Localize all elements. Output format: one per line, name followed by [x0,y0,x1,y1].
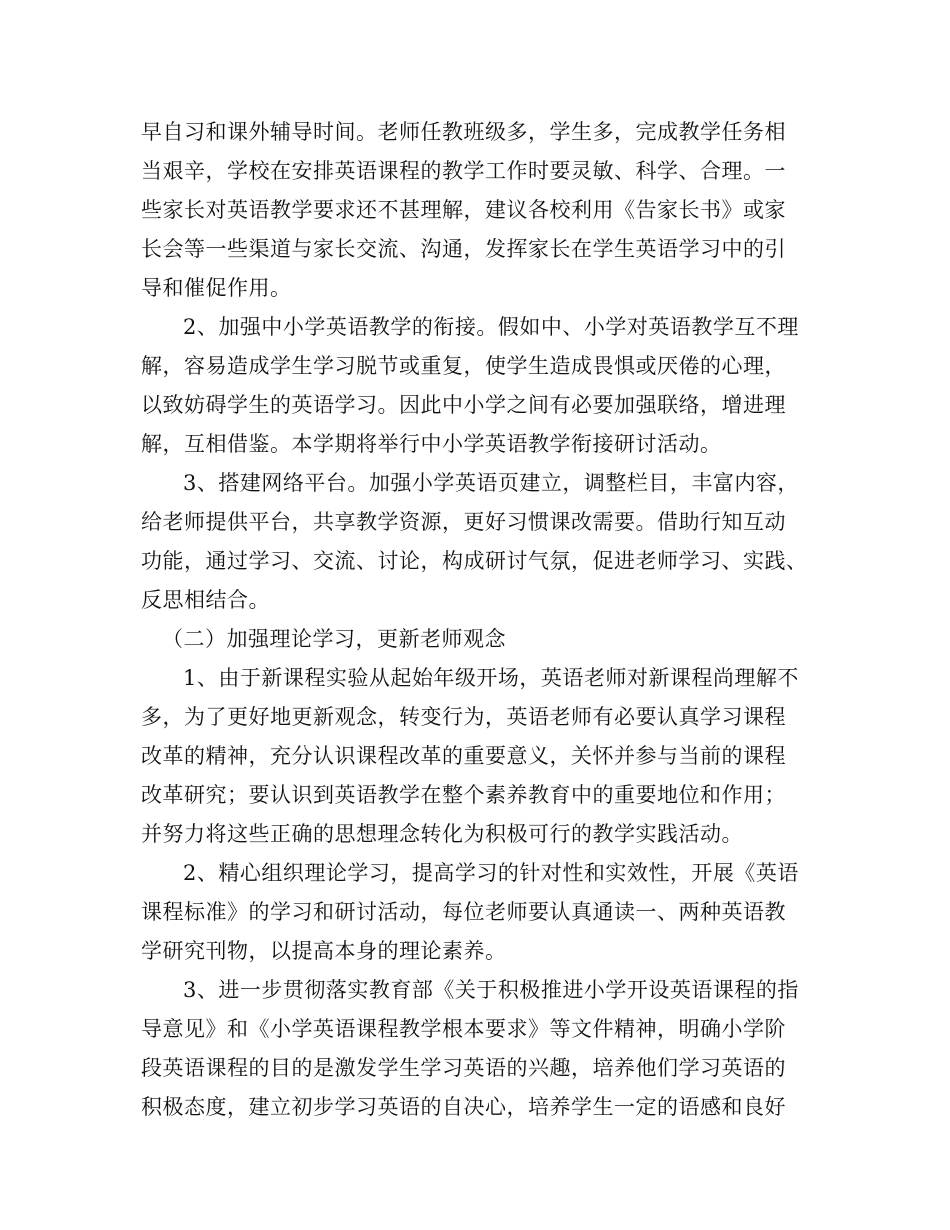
text-line: 多，为了更好地更新观念，转变行为，英语老师有必要认真学习课程 [141,705,786,729]
text-line: 改革研究；要认识到英语教学在整个素养教育中的重要地位和作用； [141,783,786,807]
paragraph-start-line: 1、由于新课程实验从起始年级开场，英语老师对新课程尚理解不 [183,666,799,690]
text-line: 当艰辛，学校在安排英语课程的教学工作时要灵敏、科学、合理。一 [141,159,786,183]
paragraph-start-line: 3、进一步贯彻落实教育部《关于积极推进小学开设英语课程的指 [183,978,799,1002]
text-line: 长会等一些渠道与家长交流、沟通，发挥家长在学生英语学习中的引 [141,237,786,261]
text-line: 给老师提供平台，共享教学资源，更好习惯课改需要。借助行知互动 [141,510,786,534]
paragraph-start-line: 2、加强中小学英语教学的衔接。假如中、小学对英语教学互不理 [183,315,799,339]
text-line: 导和催促作用。 [141,276,292,300]
text-line: 功能，通过学习、交流、讨论，构成研讨气氛，促进老师学习、实践、 [141,549,808,573]
text-line: 反思相结合。 [141,588,270,612]
text-line: 以致妨碍学生的英语学习。因此中小学之间有必要加强联络，增进理 [141,393,786,417]
text-line: 并努力将这些正确的思想理念转化为积极可行的教学实践活动。 [141,822,743,846]
paragraph-start-line: 3、搭建网络平台。加强小学英语页建立，调整栏目，丰富内容， [183,471,799,495]
text-line: 学研究刊物，以提高本身的理论素养。 [141,939,507,963]
text-line: 解，互相借鉴。本学期将举行中小学英语教学衔接研讨活动。 [141,432,722,456]
text-line: 导意见》和《小学英语课程教学根本要求》等文件精神，明确小学阶 [141,1017,786,1041]
text-line: 积极态度，建立初步学习英语的自决心，培养学生一定的语感和良好 [141,1095,786,1119]
paragraph-start-line: 2、精心组织理论学习，提高学习的针对性和实效性，开展《英语 [183,861,799,885]
section-heading: （二）加强理论学习，更新老师观念 [162,627,506,651]
text-line: 些家长对英语教学要求还不甚理解，建议各校利用《告家长书》或家 [141,198,786,222]
text-line: 段英语课程的目的是激发学生学习英语的兴趣，培养他们学习英语的 [141,1056,786,1080]
text-line: 解，容易造成学生学习脱节或重复，使学生造成畏惧或厌倦的心理， [141,354,786,378]
text-line: 课程标准》的学习和研讨活动，每位老师要认真通读一、两种英语教 [141,900,786,924]
text-line: 早自习和课外辅导时间。老师任教班级多，学生多，完成教学任务相 [141,120,786,144]
text-line: 改革的精神，充分认识课程改革的重要意义，关怀并参与当前的课程 [141,744,786,768]
